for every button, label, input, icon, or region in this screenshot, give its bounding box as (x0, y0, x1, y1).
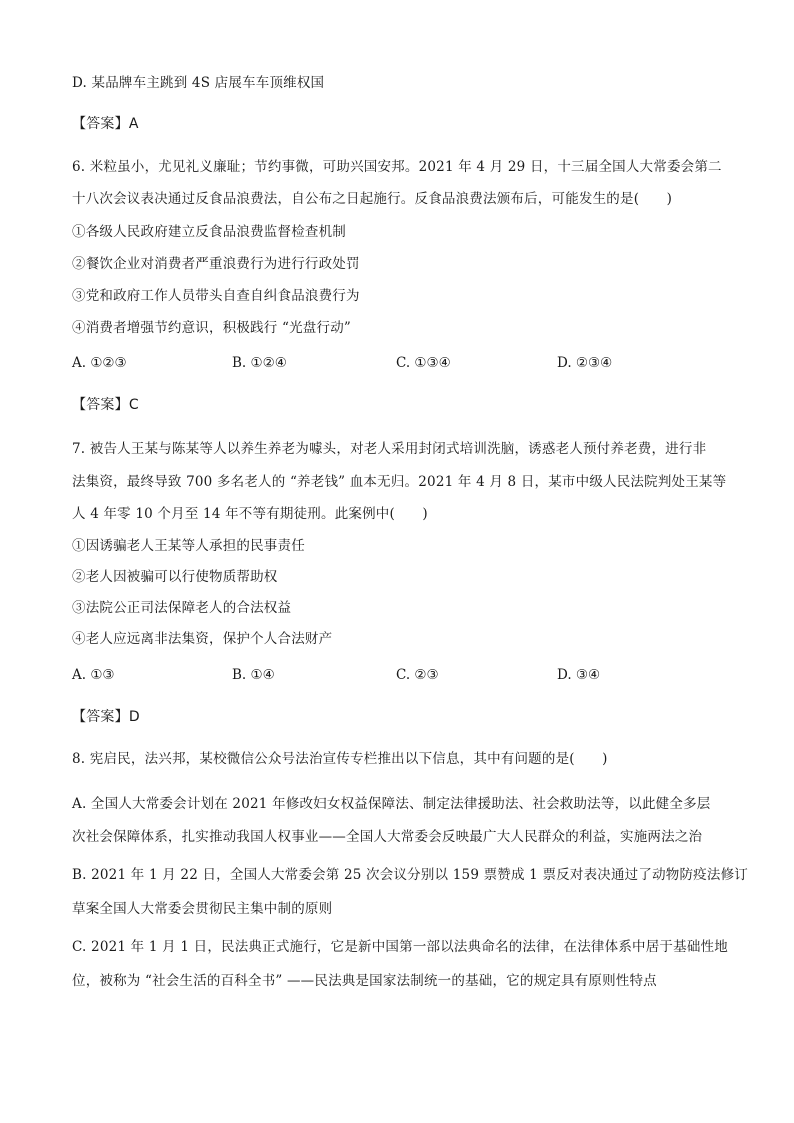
answer-label: 【答案】 (72, 397, 129, 413)
q5-option-d: D. 某品牌车主跳到 4S 店展车车顶维权国 (72, 75, 325, 91)
q7-option-b: B. ①④ (232, 667, 275, 683)
q8-option-b-line1: B. 2021 年 1 月 22 日，全国人大常委会第 25 次会议分别以 159 票赞成 1 票反对表决通过了动物防疫法修订 (72, 867, 748, 883)
q6-option-d: D. ②③④ (557, 355, 613, 371)
q7-option-d: D. ③④ (557, 667, 601, 683)
answer-value: A (128, 116, 139, 132)
q8-option-a-line2: 次社会保障体系，扎实推动我国人权事业——全国人大常委会反映最广大人民群众的利益，实施两法之治 (72, 829, 703, 845)
q7-item-2: ②老人因被骗可以行使物质帮助权 (72, 569, 278, 585)
q7-option-c: C. ②③ (396, 667, 439, 683)
q7-stem-line1: 7. 被告人王某与陈某等人以养生养老为噱头，对老人采用封闭式培训洗脑，诱惑老人预付养老费，进行非 (72, 441, 707, 457)
q7-option-a: A. ①③ (72, 667, 115, 683)
q7-item-1: ①因诱骗老人王某等人承担的民事责任 (72, 538, 305, 554)
q6-answer (72, 396, 139, 414)
q7-item-3: ③法院公正司法保障老人的合法权益 (72, 600, 292, 616)
q8-option-a-line1: A. 全国人大常委会计划在 2021 年修改妇女权益保障法、制定法律援助法、社会救助法等，以此健全多层 (72, 796, 711, 812)
answer-label: 【答案】 (72, 116, 129, 132)
q6-item-4: ④消费者增强节约意识，积极践行 “光盘行动” (72, 320, 351, 336)
q6-item-1: ①各级人民政府建立反食品浪费监督检查机制 (72, 224, 346, 240)
q7-answer (72, 708, 140, 726)
q6-item-3: ③党和政府工作人员带头自查自纠食品浪费行为 (72, 288, 360, 304)
q8-option-c-line1: C. 2021 年 1 月 1 日，民法典正式施行，它是新中国第一部以法典命名的法律，在法律体系中居于基础性地 (72, 939, 728, 955)
q7-stem-line3: 人 4 年零 10 个月至 14 年不等有期徒刑。此案例中( ) (72, 506, 428, 522)
q6-option-b: B. ①②④ (232, 355, 287, 371)
answer-value: C (128, 397, 139, 413)
q7-item-4: ④老人应远离非法集资，保护个人合法财产 (72, 631, 333, 647)
q5-answer (72, 115, 139, 133)
q7-stem-line2: 法集资，最终导致 700 多名老人的 “养老钱” 血本无归。2021 年 4 月 8 日，某市中级人民法院判处王某等 (72, 474, 727, 490)
answer-value: D (128, 709, 140, 725)
q6-option-c: C. ①③④ (396, 355, 451, 371)
q6-stem-line1: 6. 米粒虽小，尤见礼义廉耻；节约事微，可助兴国安邦。2021 年 4 月 29 日，十三届全国人大常委会第二 (72, 159, 722, 175)
q8-option-b-line2: 草案全国人大常委会贯彻民主集中制的原则 (72, 901, 333, 917)
q8-stem: 8. 宪启民，法兴邦，某校微信公众号法治宣传专栏推出以下信息，其中有问题的是( ) (72, 751, 608, 767)
q6-option-a: A. ①②③ (72, 355, 127, 371)
q6-stem-line2: 十八次会议表决通过反食品浪费法，自公布之日起施行。反食品浪费法颁布后，可能发生的是( ) (72, 191, 673, 207)
answer-label: 【答案】 (72, 709, 129, 725)
q8-option-c-line2: 位，被称为 “社会生活的百科全书” ——民法典是国家法制统一的基础，它的规定具有原则性特点 (72, 973, 657, 989)
q6-item-2: ②餐饮企业对消费者严重浪费行为进行行政处罚 (72, 256, 360, 272)
